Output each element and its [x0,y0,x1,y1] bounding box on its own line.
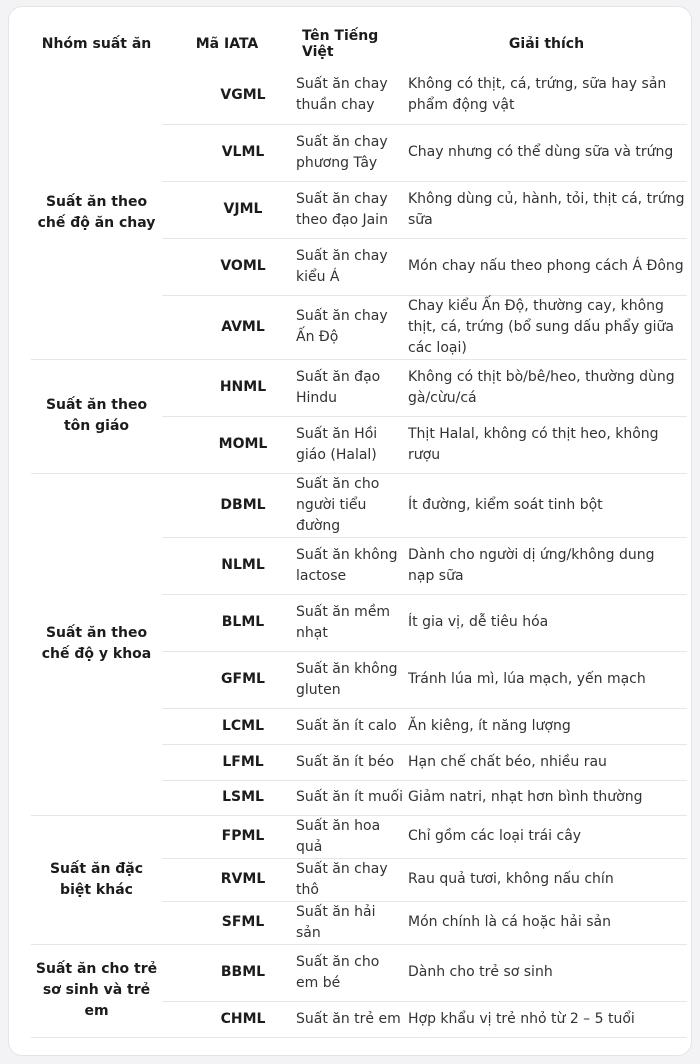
name-cell: Suất ăn ít béo [292,744,406,780]
group-name-cell: Suất ăn đặc biệt khác [31,815,162,944]
desc-cell: Rau quả tươi, không nấu chín [406,858,687,901]
desc-cell: Chay nhưng có thể dùng sữa và trứng [406,124,687,181]
name-cell: Suất ăn ít calo [292,708,406,744]
name-cell: Suất ăn đạo Hindu [292,359,406,416]
name-cell: Suất ăn chay phương Tây [292,124,406,181]
table-row [31,944,687,1001]
table-row [31,67,687,124]
table-card [8,6,692,1056]
name-cell: Suất ăn chay theo đạo Jain [292,181,406,238]
name-cell: Suất ăn không gluten [292,651,406,708]
code-cell: LFML [162,744,292,780]
desc-cell: Món chay nấu theo phong cách Á Đông [406,238,687,295]
code-cell: VJML [162,181,292,238]
code-cell: VGML [162,67,292,124]
code-cell: MOML [162,416,292,473]
code-cell: AVML [162,295,292,359]
name-cell: Suất ăn cho người tiểu đường [292,473,406,537]
desc-cell: Tránh lúa mì, lúa mạch, yến mạch [406,651,687,708]
name-cell: Suất ăn hoa quả [292,815,406,858]
code-cell: CHML [162,1001,292,1037]
group-name-cell: Suất ăn theo chế độ ăn chay [31,67,162,359]
code-cell: VLML [162,124,292,181]
name-cell: Suất ăn chay kiểu Á [292,238,406,295]
desc-cell: Hợp khẩu vị trẻ nhỏ từ 2 – 5 tuổi [406,1001,687,1037]
desc-cell: Không dùng củ, hành, tỏi, thịt cá, trứng sữa [406,181,687,238]
code-cell: LSML [162,780,292,815]
code-cell: GFML [162,651,292,708]
desc-cell: Dành cho trẻ sơ sinh [406,944,687,1001]
desc-cell: Món chính là cá hoặc hải sản [406,901,687,944]
header-code: Mã IATA [195,36,259,52]
desc-cell: Ăn kiêng, ít năng lượng [406,708,687,744]
header-name: Tên Tiếng Việt [302,28,379,60]
table-row [31,359,687,416]
table-row [31,815,687,858]
desc-cell: Ít đường, kiểm soát tinh bột [406,473,687,537]
desc-cell: Hạn chế chất béo, nhiều rau [406,744,687,780]
desc-cell: Ít gia vị, dễ tiêu hóa [406,594,687,651]
code-cell: FPML [162,815,292,858]
code-cell: LCML [162,708,292,744]
code-cell: VOML [162,238,292,295]
name-cell: Suất ăn chay thuần chay [292,67,406,124]
code-cell: DBML [162,473,292,537]
desc-cell: Không có thịt bò/bê/heo, thường dùng gà/cừu/cá [406,359,687,416]
header-row [31,21,687,67]
code-cell: RVML [162,858,292,901]
code-cell: BBML [162,944,292,1001]
name-cell: Suất ăn chay Ấn Độ [292,295,406,359]
name-cell: Suất ăn ít muối [292,780,406,815]
code-cell: BLML [162,594,292,651]
name-cell: Suất ăn hải sản [292,901,406,944]
desc-cell: Dành cho người dị ứng/không dung nạp sữa [406,537,687,594]
header-group: Nhóm suất ăn [41,36,152,52]
name-cell: Suất ăn chay thô [292,858,406,901]
meal-codes-table [31,21,687,1038]
desc-cell: Chay kiểu Ấn Độ, thường cay, không thịt, cá, trứng (bổ sung dấu phẩy giữa các loại) [406,295,687,359]
code-cell: NLML [162,537,292,594]
table-body [31,67,687,1037]
name-cell: Suất ăn không lactose [292,537,406,594]
desc-cell: Thịt Halal, không có thịt heo, không rượu [406,416,687,473]
name-cell: Suất ăn mềm nhạt [292,594,406,651]
group-name-cell: Suất ăn theo tôn giáo [31,359,162,473]
name-cell: Suất ăn trẻ em [292,1001,406,1037]
name-cell: Suất ăn cho em bé [292,944,406,1001]
header-desc: Giải thích [508,36,585,52]
name-cell: Suất ăn Hồi giáo (Halal) [292,416,406,473]
desc-cell: Không có thịt, cá, trứng, sữa hay sản phẩm động vật [406,67,687,124]
desc-cell: Chỉ gồm các loại trái cây [406,815,687,858]
table-row [31,473,687,537]
code-cell: SFML [162,901,292,944]
group-name-cell: Suất ăn cho trẻ sơ sinh và trẻ em [31,944,162,1037]
desc-cell: Giảm natri, nhạt hơn bình thường [406,780,687,815]
code-cell: HNML [162,359,292,416]
group-name-cell: Suất ăn theo chế độ y khoa [31,473,162,815]
